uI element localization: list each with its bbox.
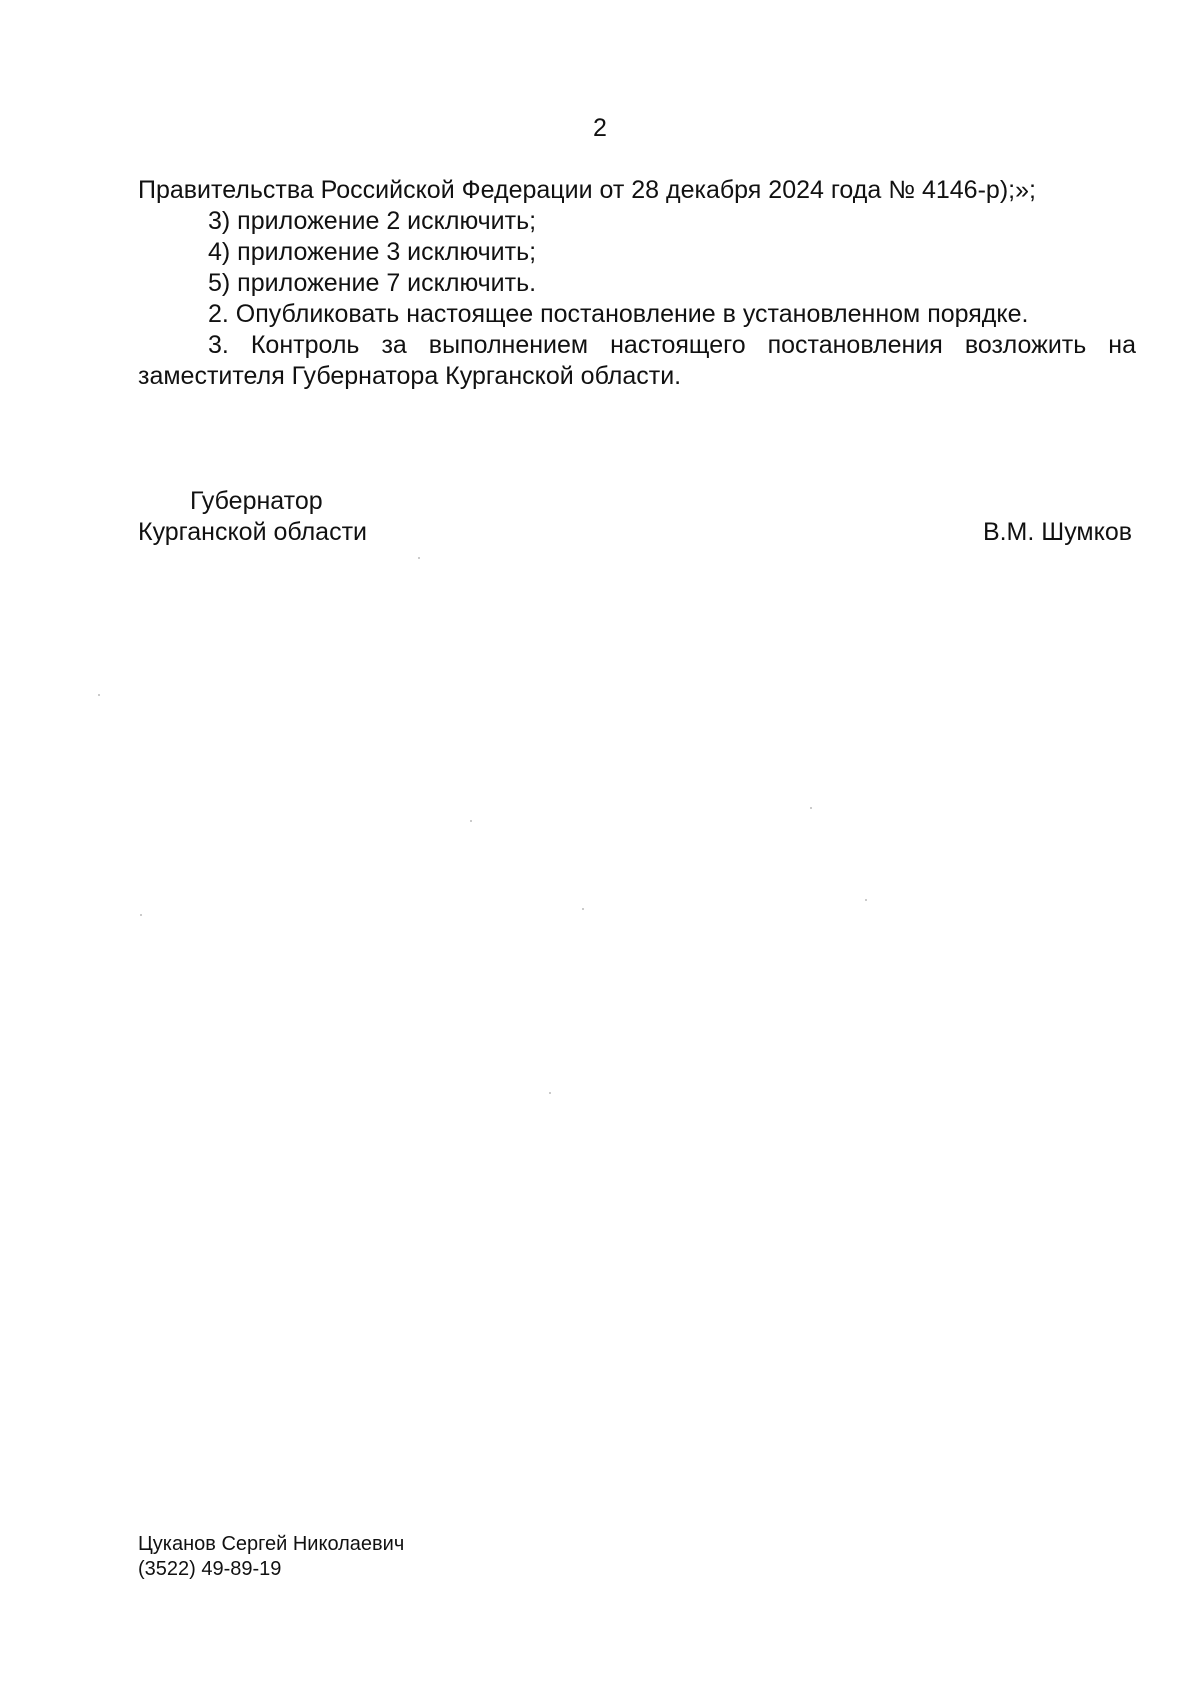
executor-phone: (3522) 49-89-19 — [138, 1558, 282, 1580]
body-line-continuation: Правительства Российской Федерации от 28 декабря 2024 года № 4146-р);»; — [138, 176, 1036, 204]
scan-speck — [470, 820, 472, 822]
scan-speck — [865, 899, 867, 901]
document-body — [138, 175, 1136, 392]
scan-speck — [549, 1092, 551, 1094]
page-number: 2 — [593, 114, 607, 142]
scan-speck — [810, 807, 812, 809]
scan-speck — [418, 557, 420, 559]
signatory-name: В.М. Шумков — [982, 518, 1132, 546]
scan-speck — [140, 914, 142, 916]
point-3-line-1: 3. Контроль за выполнением настоящего постановления возложить на — [208, 331, 1136, 359]
list-item-3: 3) приложение 2 исключить; — [208, 207, 537, 235]
signatory-position-line-2: Курганской области — [138, 518, 368, 546]
signatory-position-line-1: Губернатор — [190, 487, 323, 515]
scan-speck — [582, 908, 584, 910]
point-2: 2. Опубликовать настоящее постановление в установленном порядке. — [208, 300, 1029, 328]
executor-name: Цуканов Сергей Николаевич — [138, 1533, 405, 1555]
point-3-line-2: заместителя Губернатора Курганской области. — [138, 362, 682, 390]
list-item-5: 5) приложение 7 исключить. — [208, 269, 537, 297]
list-item-4: 4) приложение 3 исключить; — [208, 238, 537, 266]
scan-speck — [98, 694, 100, 696]
